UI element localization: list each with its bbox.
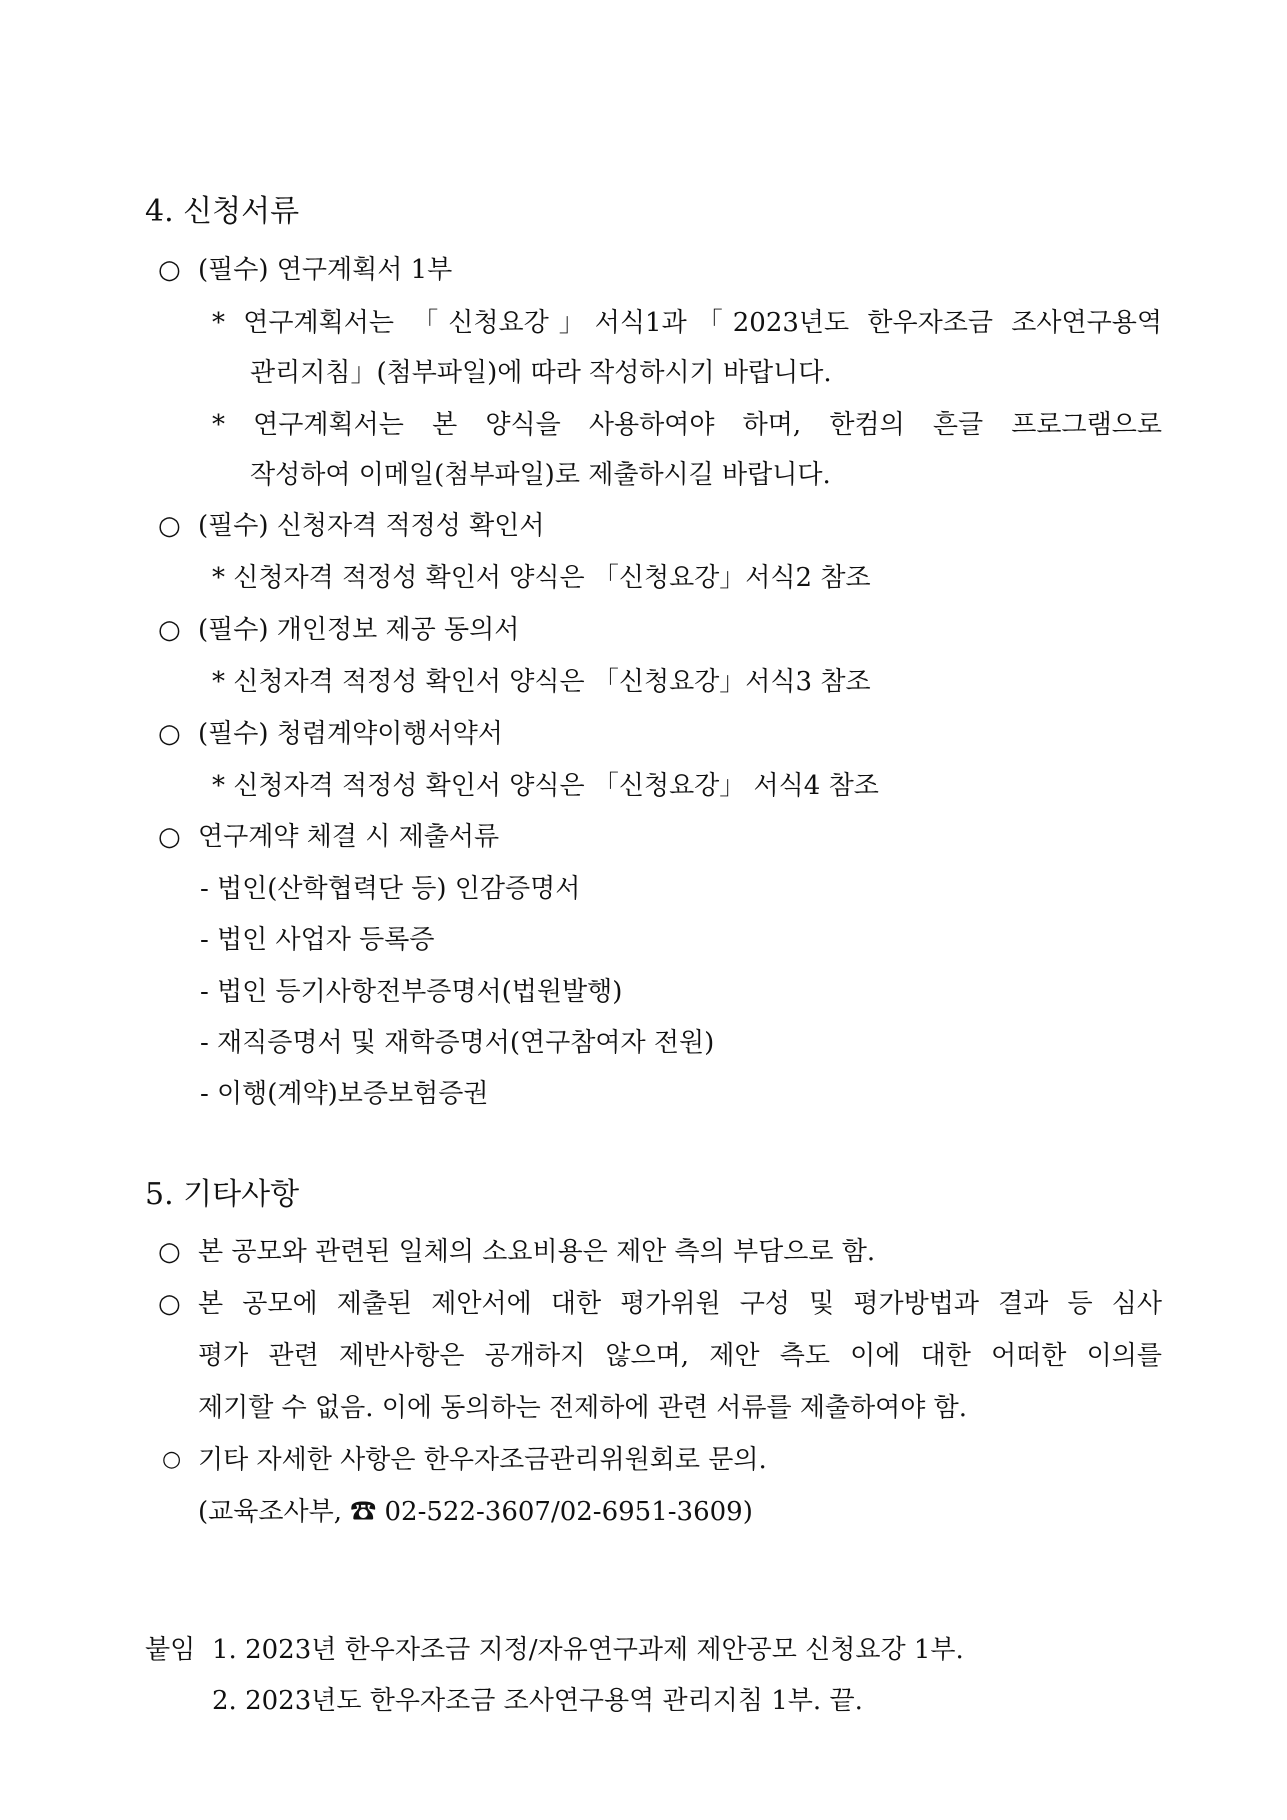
item-evaluation-confidentiality-end: 제기할 수 없음. 이에 동의하는 전제하에 관련 서류를 제출하여야 함. bbox=[198, 1393, 968, 1423]
item-privacy-consent: (필수) 개인정보 제공 동의서 bbox=[198, 615, 520, 645]
bullet-marker: ○ bbox=[158, 615, 181, 645]
contact-info: (교육조사부, ☎ 02-522-3607/02-6951-3609) bbox=[198, 1497, 753, 1527]
bullet-marker: ○ bbox=[162, 1447, 182, 1472]
bullet-marker: ○ bbox=[158, 822, 181, 852]
section-title-application-documents: 4. 신청서류 bbox=[145, 194, 300, 229]
item-evaluation-confidentiality: 본 공모에 제출된 제안서에 대한 평가위원 구성 및 평가방법과 결과 등 심사 bbox=[198, 1289, 1162, 1319]
item-cost-burden: 본 공모와 관련된 일체의 소요비용은 제안 측의 부담으로 함. bbox=[198, 1237, 876, 1267]
list-item-corporate-register: - 법인 등기사항전부증명서(법원발행) bbox=[200, 977, 623, 1007]
note-research-plan-submission: * 연구계획서는 본 양식을 사용하여야 하며, 한컴의 흔글 프로그램으로 bbox=[212, 410, 1162, 440]
note-research-plan-format-cont: 관리지침」(첨부파일)에 따라 작성하시기 바랍니다. bbox=[250, 358, 832, 388]
note-research-plan-format: * 연구계획서는 「신청요강」서식1과「2023년도 한우자조금 조사연구용역 bbox=[212, 308, 1162, 338]
attachment-item-2: 2. 2023년도 한우자조금 조사연구용역 관리지침 1부. 끝. bbox=[212, 1686, 863, 1716]
list-item-seal-certificate: - 법인(산학협력단 등) 인감증명서 bbox=[200, 874, 581, 904]
attachments-label: 붙임 bbox=[145, 1635, 196, 1665]
section-title-other-matters: 5. 기타사항 bbox=[145, 1177, 300, 1212]
note-privacy-form: * 신청자격 적정성 확인서 양식은 「신청요강」서식3 참조 bbox=[212, 667, 871, 697]
bullet-marker: ○ bbox=[158, 1237, 181, 1267]
bullet-marker: ○ bbox=[158, 255, 181, 285]
note-integrity-form: * 신청자격 적정성 확인서 양식은 「신청요강」 서식4 참조 bbox=[212, 771, 879, 801]
item-evaluation-confidentiality-cont: 평가 관련 제반사항은 공개하지 않으며, 제안 측도 이에 대한 어떠한 이의를 bbox=[198, 1341, 1162, 1371]
list-item-business-registration: - 법인 사업자 등록증 bbox=[200, 925, 435, 955]
item-research-plan: (필수) 연구계획서 1부 bbox=[198, 255, 453, 285]
bullet-marker: ○ bbox=[158, 1289, 181, 1319]
bullet-marker: ○ bbox=[158, 511, 181, 541]
item-eligibility-confirmation: (필수) 신청자격 적정성 확인서 bbox=[198, 511, 545, 541]
list-item-employment-certificate: - 재직증명서 및 재학증명서(연구참여자 전원) bbox=[200, 1028, 715, 1058]
note-research-plan-submission-cont: 작성하여 이메일(첨부파일)로 제출하시길 바랍니다. bbox=[250, 460, 831, 490]
item-integrity-pledge: (필수) 청렴계약이행서약서 bbox=[198, 719, 503, 749]
bullet-marker: ○ bbox=[158, 719, 181, 749]
note-eligibility-form: * 신청자격 적정성 확인서 양식은 「신청요강」서식2 참조 bbox=[212, 563, 871, 593]
attachment-item-1: 1. 2023년 한우자조금 지정/자유연구과제 제안공모 신청요강 1부. bbox=[212, 1635, 964, 1665]
list-item-surety-insurance: - 이행(계약)보증보험증권 bbox=[200, 1079, 489, 1109]
item-inquiry: 기타 자세한 사항은 한우자조금관리위원회로 문의. bbox=[198, 1445, 767, 1475]
item-contract-documents: 연구계약 체결 시 제출서류 bbox=[198, 822, 500, 852]
